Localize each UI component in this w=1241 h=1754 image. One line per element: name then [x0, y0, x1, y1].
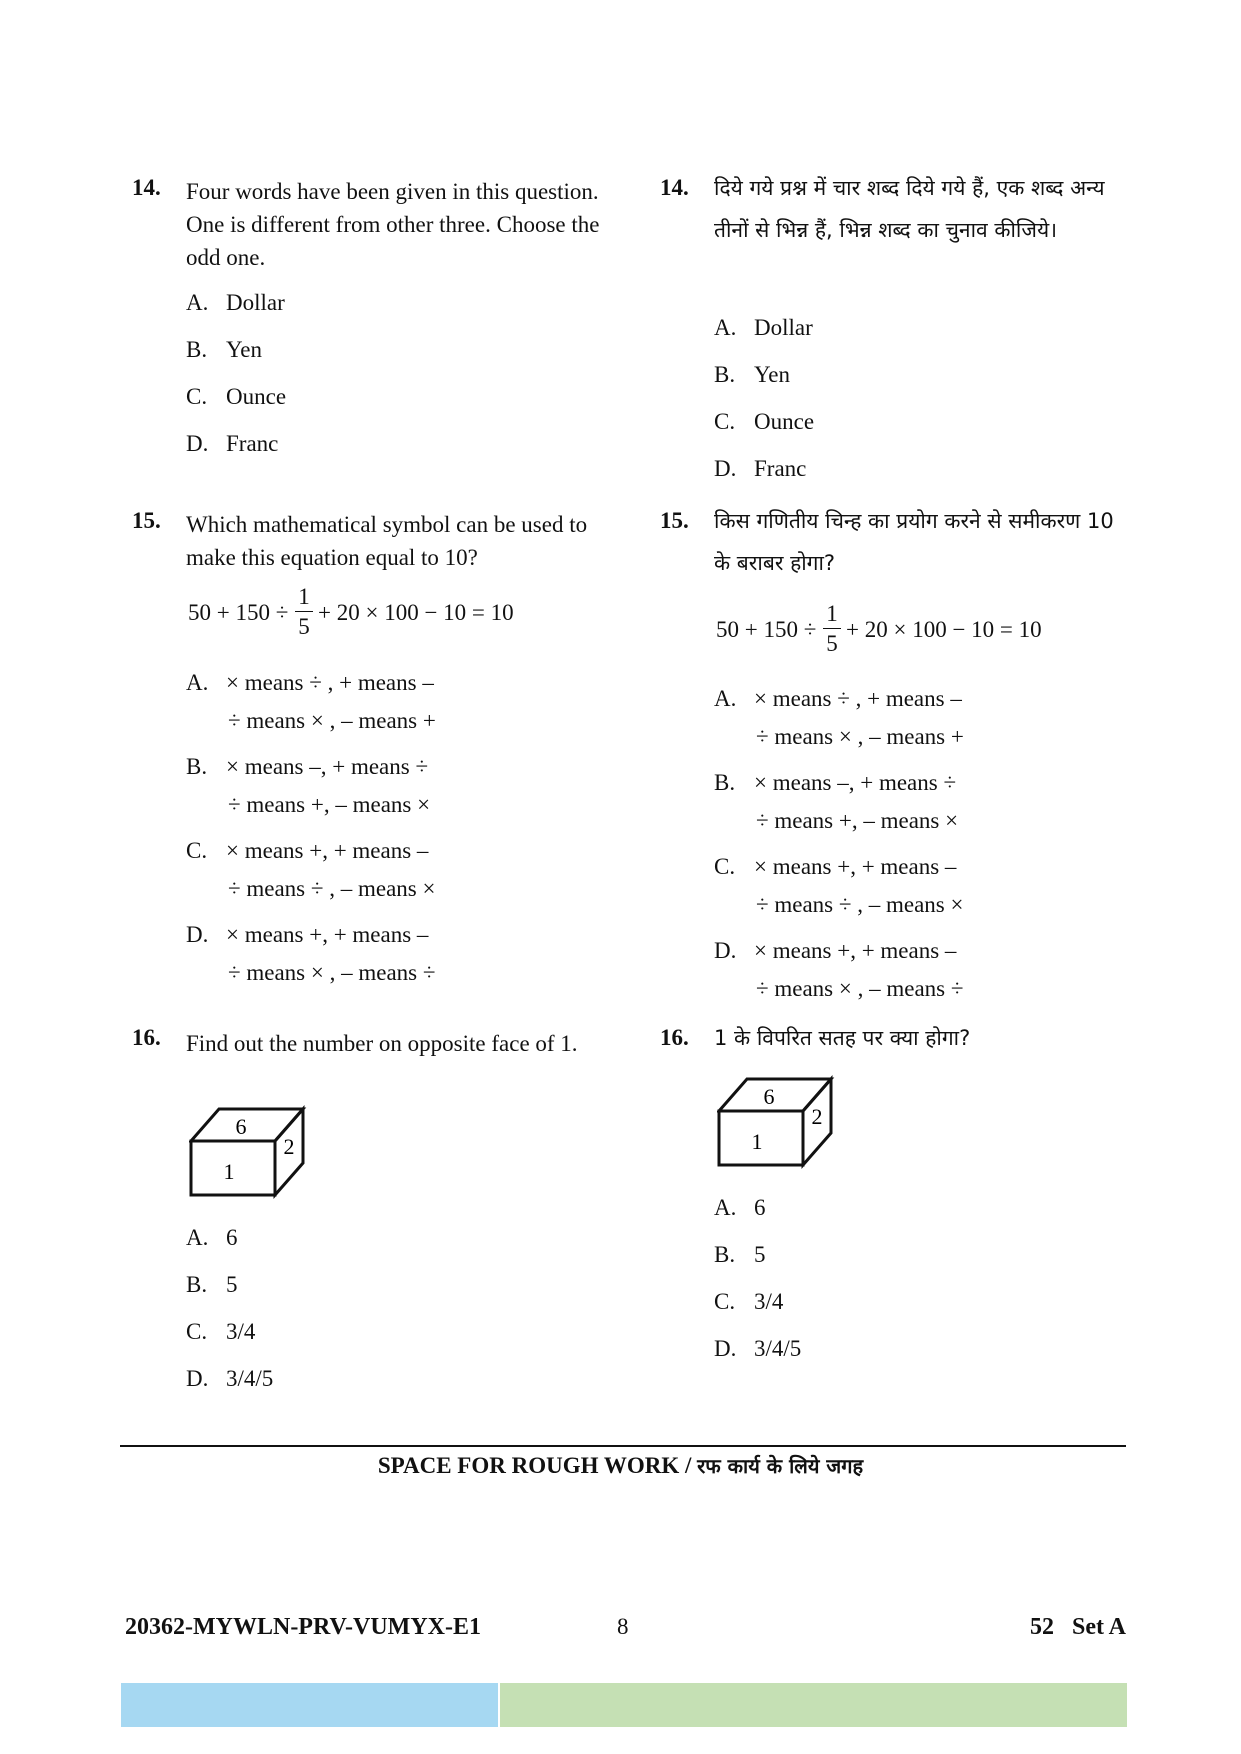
cube-top-label: 6 [763, 1084, 775, 1109]
question-number: 16. [660, 1025, 689, 1050]
cube-side-label: 2 [811, 1104, 823, 1129]
set-label: 52 Set A [1030, 1614, 1126, 1640]
fraction-bar [823, 628, 841, 629]
option-b-line2: ÷ means +, – means × [756, 808, 959, 833]
option-a[interactable]: A. × means ÷ , + means – [186, 670, 434, 695]
option-d[interactable]: D. × means +, + means – [714, 938, 957, 963]
option-b[interactable]: B. Yen [714, 362, 791, 387]
option-b[interactable]: B. 5 [714, 1242, 766, 1267]
question-number: 14. [132, 175, 161, 200]
option-a[interactable]: A. Dollar [714, 315, 813, 340]
option-d[interactable]: D. 3/4/5 [714, 1336, 802, 1361]
option-d-line2: ÷ means × , – means ÷ [228, 960, 436, 985]
footer-color-bar-blue [121, 1683, 498, 1727]
option-c[interactable]: C. Ounce [186, 384, 287, 409]
option-b[interactable]: B. × means –, + means ÷ [714, 770, 957, 795]
question-text: Find out the number on opposite face of 1. [186, 1031, 578, 1056]
question-number: 14. [660, 175, 689, 200]
option-d-line2: ÷ means × , – means ÷ [756, 976, 964, 1001]
option-c-line2: ÷ means ÷ , – means × [756, 892, 964, 917]
question-text: Four words have been given in this question. One is different from other three. Choose the odd one. [186, 179, 600, 270]
option-d[interactable]: D. × means +, + means – [186, 922, 429, 947]
question-text: 1 के विपरित सतह पर क्या होगा? [714, 1026, 971, 1050]
option-a-line2: ÷ means × , – means + [756, 724, 964, 749]
paper-code: 20362-MYWLN-PRV-VUMYX-E1 [125, 1614, 481, 1640]
rough-work-heading: SPACE FOR ROUGH WORK / रफ कार्य के लिये जगह [377, 1453, 864, 1478]
option-d[interactable]: D. 3/4/5 [186, 1366, 274, 1391]
option-a[interactable]: A. Dollar [186, 290, 285, 315]
cube-front-label: 1 [751, 1129, 763, 1154]
option-c[interactable]: C. × means +, + means – [714, 854, 957, 879]
fraction-numerator: 1 [298, 584, 310, 609]
page-number: 8 [617, 1614, 629, 1639]
option-c[interactable]: C. 3/4 [186, 1319, 256, 1344]
cube-top-label: 6 [235, 1114, 247, 1139]
option-a[interactable]: A. 6 [186, 1225, 238, 1250]
option-a[interactable]: A. 6 [714, 1195, 766, 1220]
option-a[interactable]: A. × means ÷ , + means – [714, 686, 962, 711]
footer-color-bar-green [500, 1683, 1127, 1727]
option-d[interactable]: D. Franc [186, 431, 279, 456]
fraction-bar [295, 611, 313, 612]
cube-diagram [189, 1103, 309, 1203]
cube-diagram [717, 1073, 837, 1173]
option-c[interactable]: C. 3/4 [714, 1289, 784, 1314]
question-text: दिये गये प्रश्न में चार शब्द दिये गये हैं, एक शब्द अन्य तीनों से भिन्न हैं, भिन्न शब्द का चुनाव कीजिये। [714, 176, 1105, 242]
option-a-line2: ÷ means × , – means + [228, 708, 436, 733]
option-b-line2: ÷ means +, – means × [228, 792, 431, 817]
cube-side-label: 2 [283, 1134, 295, 1159]
exam-page: 14. Four words have been given in this question. One is different from other three. Choose the odd one. A. Dollar B. Yen C. Ounce D. Franc 15. Which mathematical symbol can be used to make this equation equal to 10? 50 + 150 ÷ 1 5 + 20 × 100 − 10 = 10 A. × means ÷ , + means – ÷ means × , – means + B. × means –, + means ÷ ÷ means +, – means × C. × means +, + means – ÷ means ÷ , – means × D. × means +, + means – ÷ means × , – means ÷ 16. Find out the number on opposite face of 1. 6 1 2 A. 6 B. 5 C. 3/4 D. 3/4/5 14. दिये गये प्रश्न में चार शब्द दिये गये हैं, एक शब्द अन्य तीनों से भिन्न हैं, भिन्न शब्द का चुनाव कीजिये। A. Dollar B. Yen C. Ounce D. Franc 15. किस गणितीय चिन्ह का प्रयोग करने से समीकरण 10 के बराबर होगा? 50 + 150 ÷ 1 5 + 20 × 100 − 10 = 10 A. × means ÷ , + means – ÷ means × , – means + B. × means –, + means ÷ ÷ means +, – means × C. × means +, + means – ÷ means ÷ , – means × D. × means +, + means – ÷ means × , – means ÷ 16. 1 के विपरित सतह पर क्या होगा? 6 1 2 A. 6 B. 5 C. 3/4 D. 3/4/5 SPACE FOR ROUGH WORK / रफ कार्य के लिये जगह 20362-MYWLN-PRV-VUMYX-E1 8 52 Set A [0, 0, 1241, 1754]
fraction-denominator: 5 [298, 614, 310, 639]
question-text: Which mathematical symbol can be used to make this equation equal to 10? [186, 512, 588, 570]
option-c-line2: ÷ means ÷ , – means × [228, 876, 436, 901]
question-number: 15. [132, 508, 161, 533]
cube-front-label: 1 [223, 1159, 235, 1184]
option-d[interactable]: D. Franc [714, 456, 807, 481]
question-number: 15. [660, 508, 689, 533]
question-number: 16. [132, 1025, 161, 1050]
option-c[interactable]: C. × means +, + means – [186, 838, 429, 863]
fraction-numerator: 1 [826, 601, 838, 626]
option-b[interactable]: B. 5 [186, 1272, 238, 1297]
option-c[interactable]: C. Ounce [714, 409, 815, 434]
fraction-denominator: 5 [826, 631, 838, 656]
option-b[interactable]: B. Yen [186, 337, 263, 362]
divider-line [120, 1445, 1126, 1447]
option-b[interactable]: B. × means –, + means ÷ [186, 754, 429, 779]
question-text: किस गणितीय चिन्ह का प्रयोग करने से समीकरण 10 के बराबर होगा? [714, 509, 1114, 575]
